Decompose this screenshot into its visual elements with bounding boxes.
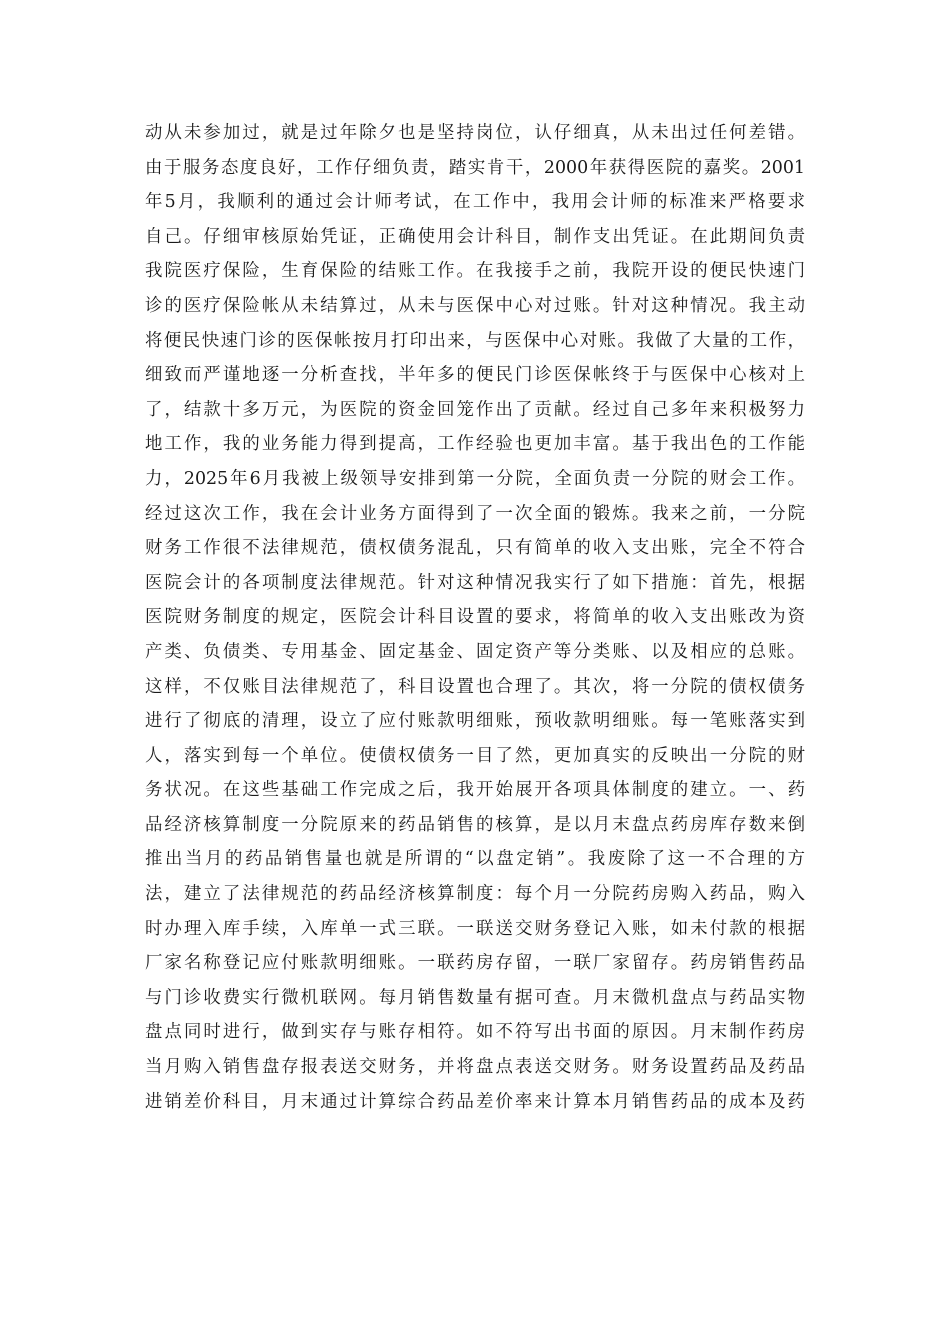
text-line: 与门诊收费实行微机联网。每月销售数量有据可查。月末微机盘点与药品实物 [145,987,805,1008]
text-line: 务状况。在这些基础工作完成之后，我开始展开各项具体制度的建立。一、药 [145,780,805,801]
text-line: 了，结款十多万元，为医院的资金回笼作出了贡献。经过自己多年来积极努力 [145,399,805,420]
text-line: 当月购入销售盘存报表送交财务，并将盘点表送交财务。财务设置药品及药品 [145,1057,805,1078]
text-line: 财务工作很不法律规范，债权债务混乱，只有简单的收入支出账，完全不符合 [145,538,805,559]
text-line: 进销差价科目，月末通过计算综合药品差价率来计算本月销售药品的成本及药 [145,1091,805,1112]
text-line: 细致而严谨地逐一分析查找，半年多的便民门诊医保帐终于与医保中心核对上 [145,365,805,386]
text-line: 医院会计的各项制度法律规范。针对这种情况我实行了如下措施：首先，根据 [145,572,805,593]
text-line: 推出当月的药品销售量也就是所谓的“以盘定销”。我废除了这一不合理的方 [145,849,805,870]
text-line: 法，建立了法律规范的药品经济核算制度：每个月一分院药房购入药品，购入 [145,884,805,905]
text-line: 力，2025年6月我被上级领导安排到第一分院，全面负责一分院的财会工作。 [145,468,805,489]
text-line: 这样，不仅账目法律规范了，科目设置也合理了。其次，将一分院的债权债务 [145,676,805,697]
text-line: 年5月，我顺利的通过会计师考试，在工作中，我用会计师的标准来严格要求 [145,192,805,213]
text-line: 动从未参加过，就是过年除夕也是坚持岗位，认仔细真，从未出过任何差错。 [145,123,805,143]
text-line: 由于服务态度良好，工作仔细负责，踏实肯干，2000年获得医院的嘉奖。2001 [145,157,805,178]
body-text [145,116,805,1119]
text-line: 自己。仔细审核原始凭证，正确使用会计科目，制作支出凭证。在此期间负责 [145,226,805,247]
text-line: 厂家名称登记应付账款明细账。一联药房存留，一联厂家留存。药房销售药品 [145,953,805,974]
text-line: 人，落实到每一个单位。使债权债务一目了然，更加真实的反映出一分院的财 [145,745,805,766]
text-line: 产类、负债类、专用基金、固定基金、固定资产等分类账、以及相应的总账。 [145,641,805,662]
text-line: 我院医疗保险，生育保险的结账工作。在我接手之前，我院开设的便民快速门 [145,261,805,282]
text-line: 经过这次工作，我在会计业务方面得到了一次全面的锻炼。我来之前，一分院 [145,503,805,524]
text-line: 进行了彻底的清理，设立了应付账款明细账，预收款明细账。每一笔账落实到 [145,711,805,732]
text-line: 盘点同时进行，做到实存与账存相符。如不符写出书面的原因。月末制作药房 [145,1022,805,1043]
text-line: 时办理入库手续，入库单一式三联。一联送交财务登记入账，如未付款的根据 [145,918,805,939]
text-line: 地工作，我的业务能力得到提高，工作经验也更加丰富。基于我出色的工作能 [145,434,805,455]
text-line: 品经济核算制度一分院原来的药品销售的核算，是以月末盘点药房库存数来倒 [145,814,805,835]
text-line: 诊的医疗保险帐从未结算过，从未与医保中心对过账。针对这种情况。我主动 [145,295,805,316]
text-line: 将便民快速门诊的医保帐按月打印出来，与医保中心对账。我做了大量的工作， [145,330,805,351]
text-line: 医院财务制度的规定，医院会计科目设置的要求，将简单的收入支出账改为资 [145,607,805,628]
